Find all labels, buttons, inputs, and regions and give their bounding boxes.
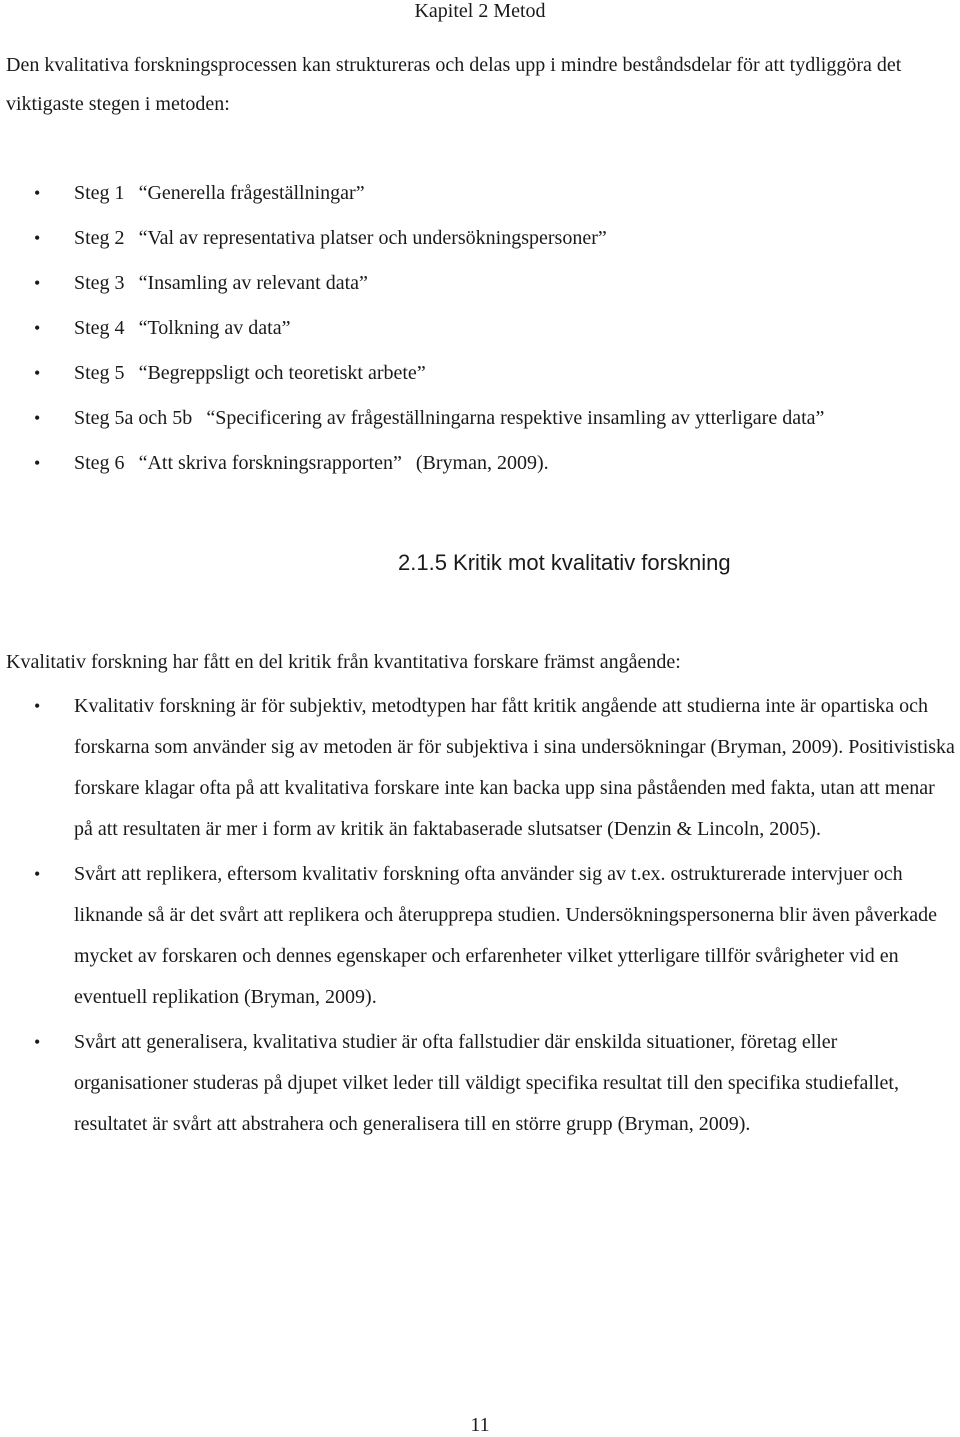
step-label: Steg 1 xyxy=(74,182,125,204)
step-text: “Generella frågeställningar” xyxy=(138,182,365,204)
bullet-icon: • xyxy=(34,453,41,473)
step-text: “Att skriva forskningsrapporten” xyxy=(138,452,402,474)
step-text: “Val av representativa platser och undersökningspersoner” xyxy=(138,227,607,249)
method-steps-list xyxy=(0,171,950,486)
critique-text: Svårt att generalisera, kvalitativa studier är ofta fallstudier där enskilda situationer, företag eller organisationer studeras på djupet vilket leder till väldigt specifika resultat till den specifika studiefallet, resultatet är svårt att abstrahera och generalisera till en större grupp (Bryman, 2009). xyxy=(74,1031,899,1135)
list-item xyxy=(0,686,956,850)
critique-text: Kvalitativ forskning är för subjektiv, metodtypen har fått kritik angående att studierna inte är opartiska och forskarna som använder sig av metoden är för subjektiva i sina undersökningar (Bryman, 2009). Positivistiska forskare klagar ofta på att kvalitativa forskare inte kan backa upp sina påståenden med fakta, utan att menar på att resultaten är mer i form av kritik än faktabaserade slutsatser (Denzin & Lincoln, 2005). xyxy=(74,695,955,840)
step-text: “Specificering av frågeställningarna respektive insamling av ytterligare data” xyxy=(206,407,825,429)
step-label: Steg 3 xyxy=(74,272,125,294)
step-text: “Begreppsligt och teoretiskt arbete” xyxy=(138,362,426,384)
step-text: “Tolkning av data” xyxy=(138,317,291,339)
critique-list xyxy=(0,686,956,1149)
list-item xyxy=(0,1022,956,1145)
step-label: Steg 5a och 5b xyxy=(74,407,193,429)
critique-text: Svårt att replikera, eftersom kvalitativ forskning ofta använder sig av t.ex. ostrukturerade intervjuer och liknande så är det svårt att replikera och återupprepa studien. Undersökningspersonerna blir även påverkade mycket av forskaren och dennes egenskaper och erfarenheter vilket ytterligare tillför svårigheter vid en eventuell replikation (Bryman, 2009). xyxy=(74,863,937,1008)
list-item xyxy=(0,216,950,261)
list-item xyxy=(0,441,950,486)
step-text: “Insamling av relevant data” xyxy=(138,272,368,294)
list-item xyxy=(0,854,956,1018)
page-number: 11 xyxy=(470,1414,490,1436)
section-heading: 2.1.5 Kritik mot kvalitativ forskning xyxy=(398,550,731,575)
list-item xyxy=(0,306,950,351)
bullet-icon: • xyxy=(34,1032,41,1052)
step-label: Steg 5 xyxy=(74,362,125,384)
step-label: Steg 6 xyxy=(74,452,125,474)
bullet-icon: • xyxy=(34,183,41,203)
bullet-icon: • xyxy=(34,408,41,428)
bullet-icon: • xyxy=(34,273,41,293)
step-label: Steg 4 xyxy=(74,317,125,339)
list-item xyxy=(0,396,950,441)
list-item xyxy=(0,351,950,396)
page-header: Kapitel 2 Metod xyxy=(414,0,546,22)
list-item xyxy=(0,171,950,216)
bullet-icon: • xyxy=(34,363,41,383)
critique-intro: Kvalitativ forskning har fått en del kritik från kvantitativa forskare främst angående: xyxy=(6,651,681,673)
bullet-icon: • xyxy=(34,864,41,884)
step-citation: (Bryman, 2009). xyxy=(415,452,549,474)
bullet-icon: • xyxy=(34,318,41,338)
intro-paragraph: Den kvalitativa forskningsprocessen kan struktureras och delas upp i mindre beståndsdelar för att tydliggöra det viktigaste stegen i metoden: xyxy=(6,54,902,115)
list-item xyxy=(0,261,950,306)
step-label: Steg 2 xyxy=(74,227,125,249)
bullet-icon: • xyxy=(34,696,41,716)
bullet-icon: • xyxy=(34,228,41,248)
